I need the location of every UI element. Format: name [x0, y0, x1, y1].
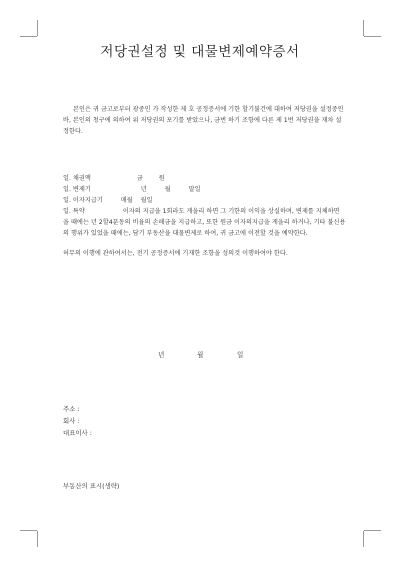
- crop-mark-bottom-left-v: [37, 531, 38, 547]
- signature-address: 주소 :: [63, 405, 80, 413]
- crop-mark-top-left-h: [20, 36, 37, 37]
- special-text: 이자의 지급을 1회라도 게을리 하면 그 기한의 이익을 상실하며, 변제를 지체하면 을 때에는 년 2할4푼동의 비율의 손해금을 지급하고, 또한 원금 이자의지급을 게을리 하거나, 기타 불신용의 행위가 있었을 때에는, 담기 부동산을 대물변제로 하여, 귀 금고에 이전할 것을 예약한다.: [63, 208, 346, 237]
- closing-paragraph: 허무의 이행에 관하여서는, 전기 공정증서에 기재한 조항을 성의것 이행하여야 한다.: [63, 250, 288, 257]
- item-label: 일. 변제기: [63, 186, 91, 193]
- crop-mark-bottom-right-h: [364, 530, 381, 531]
- date-day: 일: [237, 351, 244, 359]
- item-claim-amount: [63, 173, 165, 182]
- item-interest-payment: [63, 195, 153, 204]
- crop-mark-top-left-v: [37, 20, 38, 36]
- special-label: 일. 특약: [63, 208, 85, 215]
- special-agreement: [63, 206, 347, 239]
- signature-company: 회사 :: [63, 417, 80, 425]
- date-month: 월: [197, 351, 204, 359]
- crop-mark-top-right-v: [363, 20, 364, 36]
- date-year: 년: [158, 351, 165, 359]
- crop-mark-bottom-right-v: [363, 531, 364, 547]
- crop-mark-bottom-left-h: [20, 530, 37, 531]
- item-label: 일. 이자지급기: [63, 197, 103, 204]
- property-description-footer: 부동산의 표시(생략): [63, 482, 120, 490]
- item-label: 일. 채권액: [63, 175, 91, 182]
- item-value: 년 월 말일: [140, 186, 201, 193]
- item-value: 매월 월일: [120, 197, 153, 204]
- item-repayment-date: [63, 184, 201, 193]
- document-title: 저당권설정 및 대물변제예약증서: [100, 44, 300, 60]
- crop-mark-top-right-h: [364, 36, 381, 37]
- item-value: 금 원: [136, 175, 165, 182]
- signature-representative: 대표이사 :: [63, 429, 92, 437]
- intro-paragraph: 본인은 귀 금고로부터 광중인 가 작성한 제 호 공정증서에 기한 할기불건에 대하여 저당권을 설정중인 바, 본인의 청구에 의하여 위 저당권의 포기를 받았으나, 금번 하기 조항에 다른 제 1번 저당권을 재차 설정한다.: [63, 106, 344, 135]
